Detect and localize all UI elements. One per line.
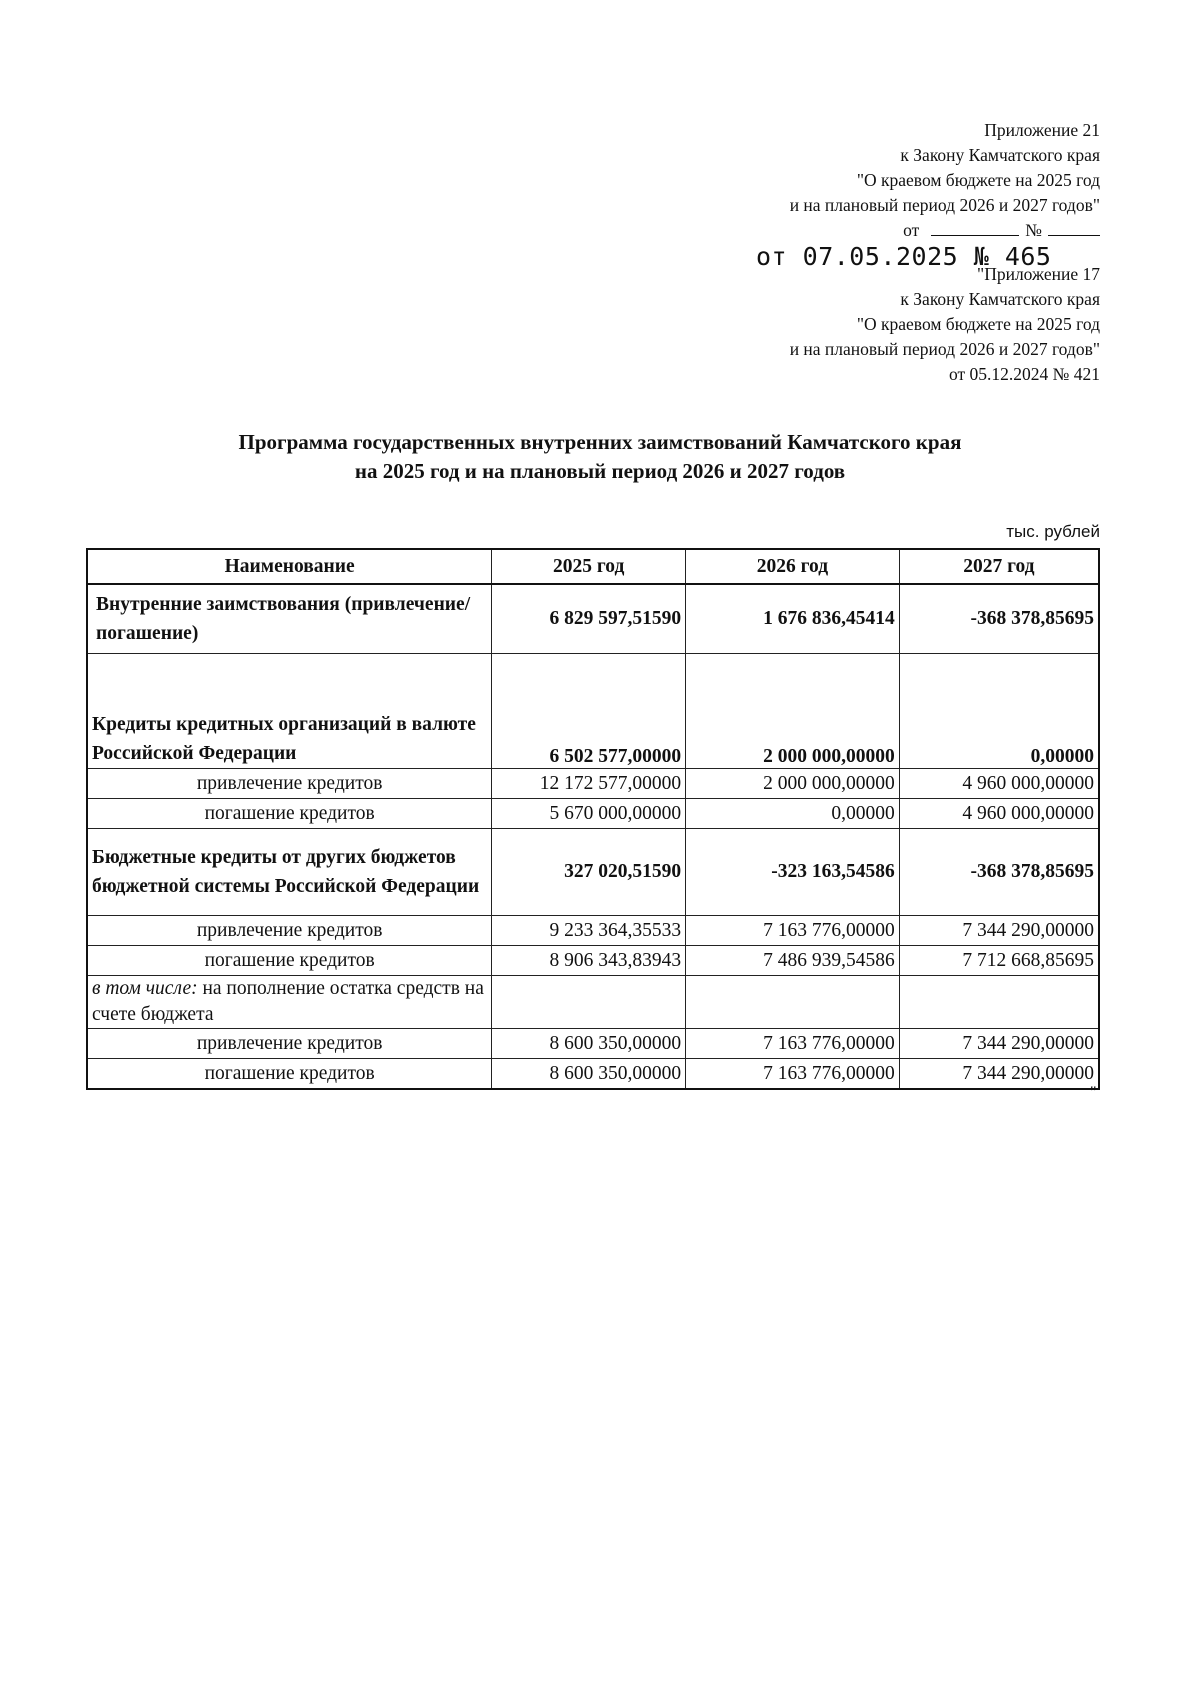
prev-law-reference: к Закону Камчатского края (900, 289, 1100, 309)
value-2026: 7 163 776,00000 (686, 1029, 900, 1059)
value-2027 (899, 976, 1099, 1029)
table-row (87, 769, 1099, 799)
prev-appendix-number: "Приложение 17 (977, 264, 1100, 284)
value-2026: 0,00000 (686, 799, 900, 829)
row-name: Внутренние заимствования (привлечение/погашение) (87, 584, 492, 654)
appendix-number: Приложение 21 (984, 120, 1100, 140)
header-2027: 2027 год (899, 549, 1099, 584)
including-label: в том числе: (92, 978, 198, 999)
date-blank (931, 218, 1019, 236)
value-2025: 5 670 000,00000 (492, 799, 686, 829)
units-label: тыс. рублей (1006, 522, 1100, 541)
value-2026: 1 676 836,45414 (686, 584, 900, 654)
value-2027: -368 378,85695 (899, 584, 1099, 654)
row-name: привлечение кредитов (87, 1029, 492, 1059)
value-2027: 7 712 668,85695 (899, 946, 1099, 976)
title-line1: Программа государственных внутренних заимствований Камчатского края (238, 430, 962, 454)
row-name: погашение кредитов (87, 799, 492, 829)
closing-quote: " (1090, 1084, 1097, 1101)
value-2025: 9 233 364,35533 (492, 916, 686, 946)
prev-law-date: от 05.12.2024 № 421 (949, 364, 1100, 384)
row-name: Кредиты кредитных организаций в валюте Российской Федерации (87, 654, 492, 769)
header-name: Наименование (87, 549, 492, 584)
header-2026: 2026 год (686, 549, 900, 584)
value-2027: 4 960 000,00000 (899, 799, 1099, 829)
value-2027: -368 378,85695 (899, 829, 1099, 916)
row-name: погашение кредитов (87, 1059, 492, 1090)
date-stamp: от 07.05.2025 № 465 (756, 242, 1052, 271)
value-2027: 7 344 290,00000 (899, 1029, 1099, 1059)
row-name: Бюджетные кредиты от других бюджетов бюджетной системы Российской Федерации (87, 829, 492, 916)
document-title (90, 428, 1110, 486)
value-2026: 2 000 000,00000 (686, 769, 900, 799)
table-row (87, 1059, 1099, 1090)
table-row (87, 799, 1099, 829)
date-label: от (903, 220, 920, 240)
prev-law-title-line1: "О краевом бюджете на 2025 год (856, 314, 1100, 334)
row-name (87, 976, 492, 1029)
row-name: погашение кредитов (87, 946, 492, 976)
value-2027: 0,00000 (899, 654, 1099, 769)
row-name-text: на пополнение остатка средств на счете бюджета (92, 978, 484, 1025)
row-name: привлечение кредитов (87, 916, 492, 946)
appendix-header (790, 118, 1100, 243)
value-2025: 12 172 577,00000 (492, 769, 686, 799)
value-2025: 8 906 343,83943 (492, 946, 686, 976)
table-row (87, 916, 1099, 946)
value-2025: 6 829 597,51590 (492, 584, 686, 654)
header-2025: 2025 год (492, 549, 686, 584)
table-row (87, 829, 1099, 916)
number-blank (1048, 218, 1100, 236)
value-2025: 8 600 350,00000 (492, 1059, 686, 1090)
value-2026: 7 486 939,54586 (686, 946, 900, 976)
table-row (87, 1029, 1099, 1059)
value-2026: 7 163 776,00000 (686, 1059, 900, 1090)
table-row (87, 946, 1099, 976)
table-row (87, 584, 1099, 654)
value-2026: 2 000 000,00000 (686, 654, 900, 769)
prev-law-title-line2: и на плановый период 2026 и 2027 годов" (789, 339, 1100, 359)
value-2025: 6 502 577,00000 (492, 654, 686, 769)
value-2027: 7 344 290,00000 (899, 916, 1099, 946)
value-2025: 8 600 350,00000 (492, 1029, 686, 1059)
borrowings-table (86, 548, 1100, 1090)
value-2027: 7 344 290,00000 (899, 1059, 1099, 1090)
law-title-line2: и на плановый период 2026 и 2027 годов" (789, 195, 1100, 215)
title-line2: на 2025 год и на плановый период 2026 и 2027 годов (354, 459, 846, 483)
table-header-row (87, 549, 1099, 584)
value-2026: -323 163,54586 (686, 829, 900, 916)
previous-appendix-header (790, 262, 1100, 387)
number-label: № (1025, 220, 1042, 240)
value-2026 (686, 976, 900, 1029)
value-2027: 4 960 000,00000 (899, 769, 1099, 799)
table-row (87, 654, 1099, 769)
law-reference: к Закону Камчатского края (900, 145, 1100, 165)
value-2025: 327 020,51590 (492, 829, 686, 916)
law-title-line1: "О краевом бюджете на 2025 год (856, 170, 1100, 190)
table-row (87, 976, 1099, 1029)
date-number-line (790, 218, 1100, 243)
row-name: привлечение кредитов (87, 769, 492, 799)
value-2026: 7 163 776,00000 (686, 916, 900, 946)
value-2025 (492, 976, 686, 1029)
